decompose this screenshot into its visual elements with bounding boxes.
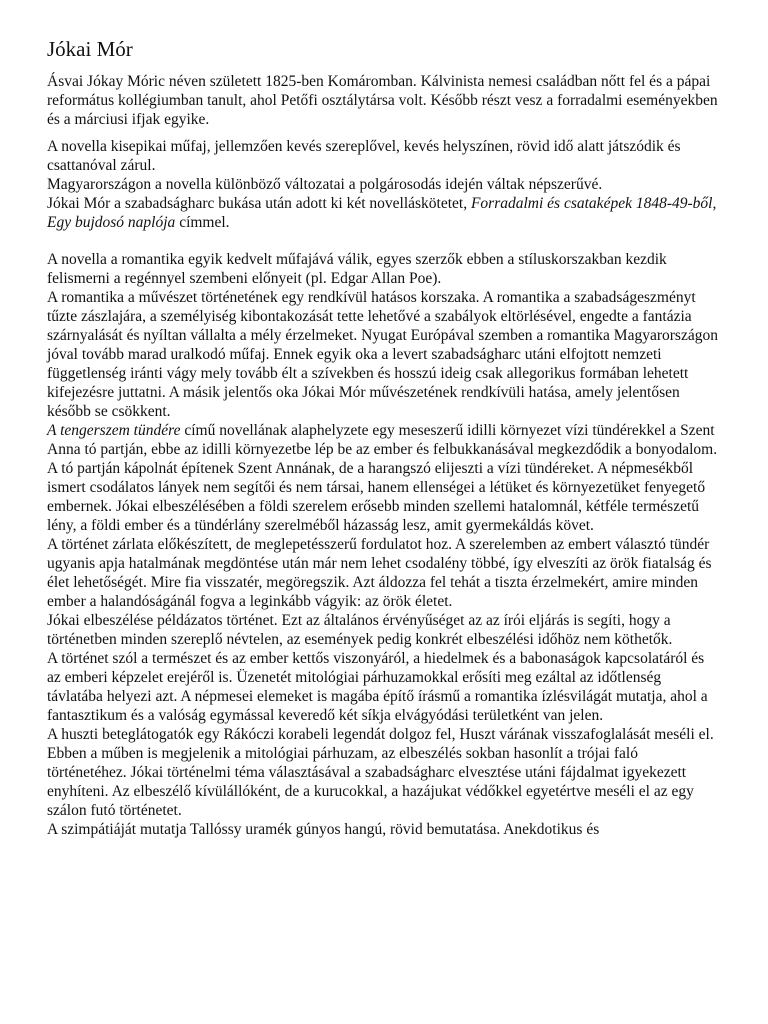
page-title: Jókai Mór	[47, 37, 133, 61]
tengerszem-title: A tengerszem tündére	[47, 422, 181, 439]
novella-volumes	[47, 194, 720, 232]
paragraph-ending: A történet zárlata előkészített, de meglepetésszerű fordulatot hoz. A szerelemben az embert választó tündér ugyanis apja hatalmának megdöntése után már nem lehet csodalény többé, így elveszíti az örök fiatalság és élet lehetőségét. Mire fia visszatér, megöregszik. Azt áldozza fel tehát a tiszta érzelmekért, amire minden ember a halandóságánál fogva a leginkább vágyik: az örök életet.	[47, 536, 712, 610]
paragraph-romantic-genre: A novella a romantika egyik kedvelt műfajává válik, egyes szerzők ebben a stíluskorszakban kezdik felismerni a regénnyel szembeni előnyeit (pl. Edgar Allan Poe).	[47, 251, 667, 287]
tengerszem-text: című novellának alaphelyzete egy meseszerű idilli környezet vízi tündérekkel a Szent Anna tó partján, ebbe az idilli környezetbe lép be az ember és felbukkanásával megkezdődik a bonyodalom. A tó partján kápolnát építenek Szent Annának, de a harangszó elijeszti a vízi tündéreket. A népmesékből ismert csodálatos lányek nem segítői és nem társai, hanem ellenségei a létüket és környezetüket fenyegető embernek. Jókai elbeszélésében a földi szerelem erősebb minden szellemi hatalomnál, kétféle természetű lény, a földi ember és a tündérlány szerelméből házasság lesz, amit gyermekáldás követ.	[47, 422, 718, 534]
novella-section	[47, 137, 720, 232]
body-section	[47, 250, 720, 839]
novella-volumes-end: címmel.	[175, 214, 230, 231]
paragraph-nature: A történet szól a természet és az ember kettős viszonyáról, a hiedelmek és a babonaságok kapcsolatáról és az emberi képzelet erejéről is. Üzenetét mitológiai párhuzamokkal erősíti meg ezáltal az időtlenség távlatába helyezi azt. A népmesei elemeket is magába építő írásmű a romantika ízlésvilágát mutatja, ahol a fantasztikum és a valóság egymással keveredő két síkja elvágyódási területként van jelen.	[47, 650, 708, 724]
paragraph-tengerszem	[47, 421, 720, 535]
novella-popularity: Magyarországon a novella különböző változatai a polgárosodás idején váltak népszerűvé.	[47, 176, 603, 193]
paragraph-tallossy: A szimpátiáját mutatja Tallóssy uramék gúnyos hangú, rövid bemutatása. Anekdotikus és	[47, 821, 600, 838]
paragraph-romanticism: A romantika a művészet történetének egy rendkívül hatásos korszaka. A romantika a szabadságeszményt tűzte zászlajára, a személyiség kibontakozását tette lehetővé a szabályok eltörlésével, engedte a fantázia szárnyalását és nyíltan vállalta a mély érzelmeket. Nyugat Európával szemben a romantika Magyarországon jóval tovább marad uralkodó műfaj. Ennek egyik oka a levert szabadságharc utáni elfojtott nemzeti függetlenség iránti vágy mely tovább élt a szívekben és hosszú ideig csak allegorikus formában lehetett kifejezésre juttatni. A másik jelentős oka Jókai Mór művészetének rendkívüli hatása, amely jelentősen később se csökkent.	[47, 289, 718, 420]
intro-paragraph: Ásvai Jókay Móric néven született 1825-ben Komáromban. Kálvinista nemesi családban nőtt fel és a pápai református kollégiumban tanult, ahol Petőfi osztálytársa volt. Később részt vesz a forradalmi eseményekben és a márciusi ifjak egyike.	[47, 73, 718, 128]
novella-volumes-titles: Forradalmi és csataképek 1848-49-ből, Egy bujdosó naplója	[47, 195, 717, 231]
novella-volumes-text: Jókai Mór a szabadságharc bukása után adott ki két novelláskötetet,	[47, 195, 471, 212]
paragraph-parable: Jókai elbeszélése példázatos történet. Ezt az általános érvényűséget az az írói eljárás is segíti, hogy a történetben minden szereplő névtelen, az események pedig konkrét elbeszélési időhöz nem köthetők.	[47, 612, 673, 648]
novella-definition: A novella kisepikai műfaj, jellemzően kevés szereplővel, kevés helyszínen, rövid idő alatt játszódik és csattanóval zárul.	[47, 138, 681, 174]
paragraph-huszti: A huszti beteglátogatók egy Rákóczi korabeli legendát dolgoz fel, Huszt várának visszafoglalását meséli el. Ebben a műben is megjelenik a mitológiai párhuzam, az elbeszélés sokban hasonlít a trójai faló történetéhez. Jókai történelmi téma választásával a szabadságharc elvesztése utáni fájdalmat igyekezett enyhíteni. Az elbeszélő kívülállóként, de a kurucokkal, a hazájukat védőkkel egyetértve meséli el az egy szálon futó történetet.	[47, 726, 714, 819]
